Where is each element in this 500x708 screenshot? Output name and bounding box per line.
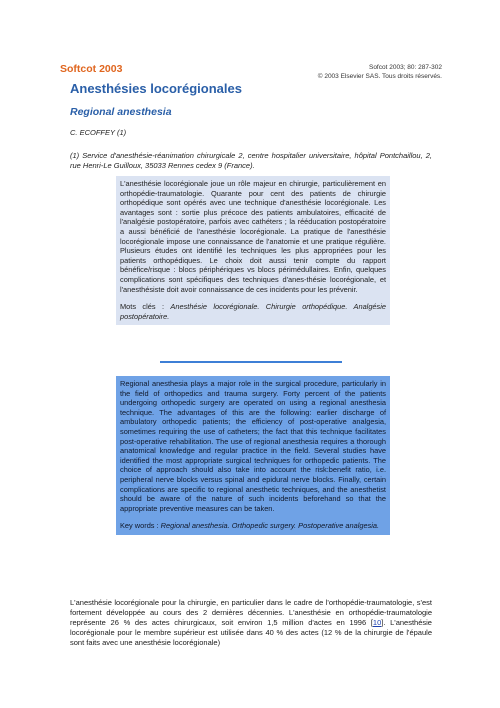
author-line: C. ECOFFEY (1): [70, 128, 127, 137]
body-text-part2: ]. L'anesthésie locorégionale pour le membre supérieur est utilisée dans 40 % des actes (12 % de la chirurgie de l'épaule sont faits avec une anesthésie locorégionale): [70, 618, 432, 647]
author-affiliation: (1) Service d'anesthésie-réanimation chirurgicale 2, centre hospitalier universitaire, hôpital Pontchaillou, 2, rue Henri-Le Guilloux, 35033 Rennes cedex 9 (France).: [70, 151, 432, 170]
abstract-english: [116, 376, 390, 535]
keywords-english-label: Key words :: [120, 521, 161, 531]
keywords-french-terms: Anesthésie locorégionale. Chirurgie orthopédique. Analgésie postopératoire.: [120, 302, 386, 321]
article-title-french: Anesthésies locorégionales: [70, 81, 242, 96]
abstract-french-text: L'anesthésie locorégionale joue un rôle majeur en chirurgie, particulièrement en orthopédie-traumatologie. Quarante pour cent des patients de chirurgie orthopédique sont opérés avec une technique d'anesthésie locorégionale. Les avantages sont : sortie plus précoce des patients ambulatoires, efficacité de l'analgésie postopératoire, parfois avec cathéters ; la rééducation postopératoire a aussi bénéficié de l'anesthésie locorégionale. La pratique de l'anesthésie locorégionale impose une connaissance de l'anatomie et une pratique régulière. Plusieurs études ont identifié les techniques les plus appropriées pour les patients orthopédiques. Le choix doit aussi tenir compte du rapport bénéfice/risque : blocs périphériques vs blocs périmédullaires. Enfin, quelques complications sont spécifiques des techniques d'anes-thésie locorégionale, et l'anesthésiste doit avoir connaissance de ces incidents pour les prévenir.: [120, 179, 386, 294]
keywords-english: [120, 521, 386, 531]
keywords-french-label: Mots clés :: [120, 302, 171, 312]
abstract-french: [116, 176, 390, 325]
citation-block: [318, 63, 442, 81]
article-title-english: Regional anesthesia: [70, 106, 172, 118]
copyright-notice: © 2003 Elsevier SAS. Tous droits réservés.: [317, 73, 442, 80]
journal-name: Softcot 2003: [60, 63, 123, 75]
section-divider: [160, 361, 342, 363]
keywords-french: [120, 302, 386, 321]
reference-link-10[interactable]: 10: [372, 618, 382, 627]
body-paragraph: [70, 598, 432, 648]
citation-reference: Sofcot 2003; 80: 287-302: [368, 64, 442, 71]
body-text-part1: L'anesthésie locorégionale pour la chirurgie, en particulier dans le cadre de l'orthopédie-traumatologie, s'est fortement développée au cours des 2 dernières décennies. L'anesthésie en orthopédie-traumatologie représente 26 % des actes chirurgicaux, soit environ 1,5 million d'actes en 1996 [: [70, 598, 432, 627]
abstract-english-text: Regional anesthesia plays a major role in the surgical procedure, particularly in the field of orthopedics and trauma surgery. Forty percent of the patients undergoing orthopedic surgery are operated on using a regional anesthesia technique. The advantages of this are the following: earlier discharge of ambulatory orthopedic patients; the efficiency of post-operative analgesia, sometimes requiring the use of catheters; the fact that this technique facilitates post-operative rehabilitation. The use of regional anesthesia requires a thorough anatomical knowledge and regular practice in the field. Several studies have identified the most appropriate surgical techniques for orthopedic patients. The choice of approach should also take into account the risk:benefit ratio, i.e. peripheral nerve blocks versus spinal and epidural nerve blocks. Finally, certain complications are specific to regional anesthetic techniques, and the anesthetist should be aware of the nature of such incidents beforehand so that the appropriate preventive measures can be taken.: [120, 379, 386, 513]
keywords-english-terms: Regional anesthesia. Orthopedic surgery. Postoperative analgesia.: [160, 521, 380, 531]
